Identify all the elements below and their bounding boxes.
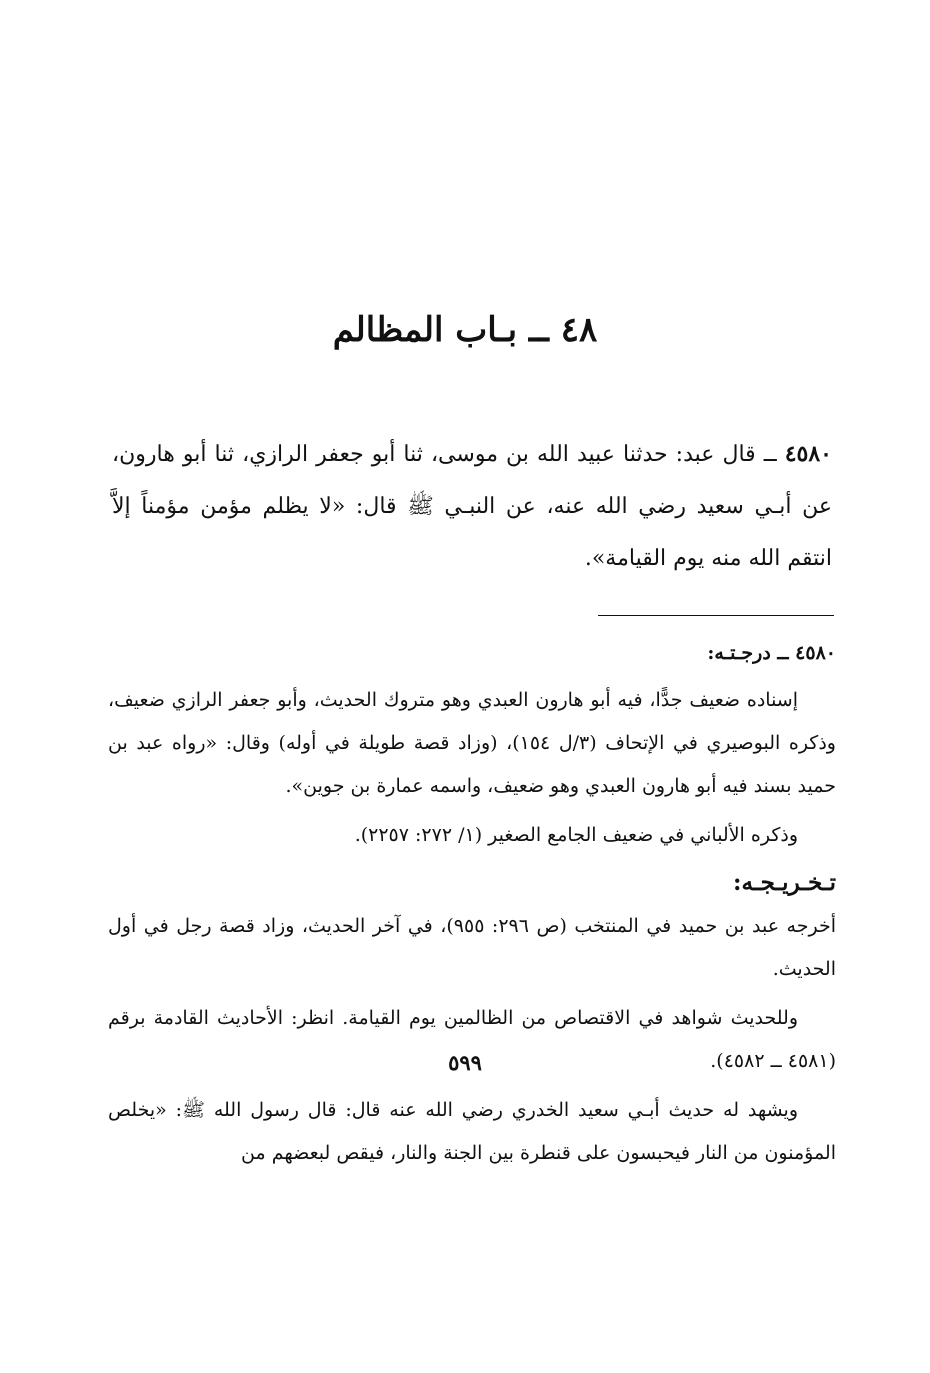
hadith-body: ــ قال عبد: حدثنا عبيد الله بن موسى، ثنا أبو جعفر الرازي، ثنا أبو هارون، عن أبـي سعيد رضي الله عنه، عن النبـي ﷺ قال: «لا يظلم مؤمن مؤمناً إلاَّ انتقم الله منه يوم القيامة». [112,442,832,571]
chapter-title: ٤٨ ــ بـاب المظالم [332,310,598,350]
grade-paragraph: إسناده ضعيف جدًّا، فيه أبو هارون العبدي وهو متروك الحديث، وأبو جعفر الرازي ضعيف، وذكره البوصيري في الإتحاف (٣/ل ١٥٤)، (وزاد قصة طويلة في أوله) وقال: «رواه عبد بن حميد بسند فيه أبو هارون العبدي وهو ضعيف، واسمه عمارة بن جوين». [108,689,836,797]
albani-paragraph: وذكره الألباني في ضعيف الجامع الصغير (١/ ٢٧٢: ٢٢٥٧). [354,824,798,846]
hadith-text [112,428,832,585]
takhrij-heading: تـخـريـجـه: [733,869,836,896]
shawahid-paragraph: وللحديث شواهد في الاقتصاص من الظالمين يوم القيامة. انظر: الأحاديث القادمة برقم (٤٥٨١ ــ ٤٥٨٢). [108,1007,836,1072]
footnotes [108,632,836,1175]
takhrij-paragraph: أخرجه عبد بن حميد في المنتخب (ص ٢٩٦: ٩٥٥)، في آخر الحديث، وزاد قصة رجل في أول الحديث. [108,915,836,980]
hadith-number: ٤٥٨٠ [784,441,832,467]
page-number: ٥٩٩ [448,1050,482,1075]
grade-heading: ٤٥٨٠ ــ درجـتـه: [707,642,836,664]
witness-paragraph: ويشهد له حديث أبـي سعيد الخدري رضي الله عنه قال: قال رسول الله ﷺ: «يخلص المؤمنون من النار فيحبسون على قنطرة بين الجنة والنار، فيقص لبعضهم من [108,1099,836,1164]
footnote-separator [598,615,834,616]
